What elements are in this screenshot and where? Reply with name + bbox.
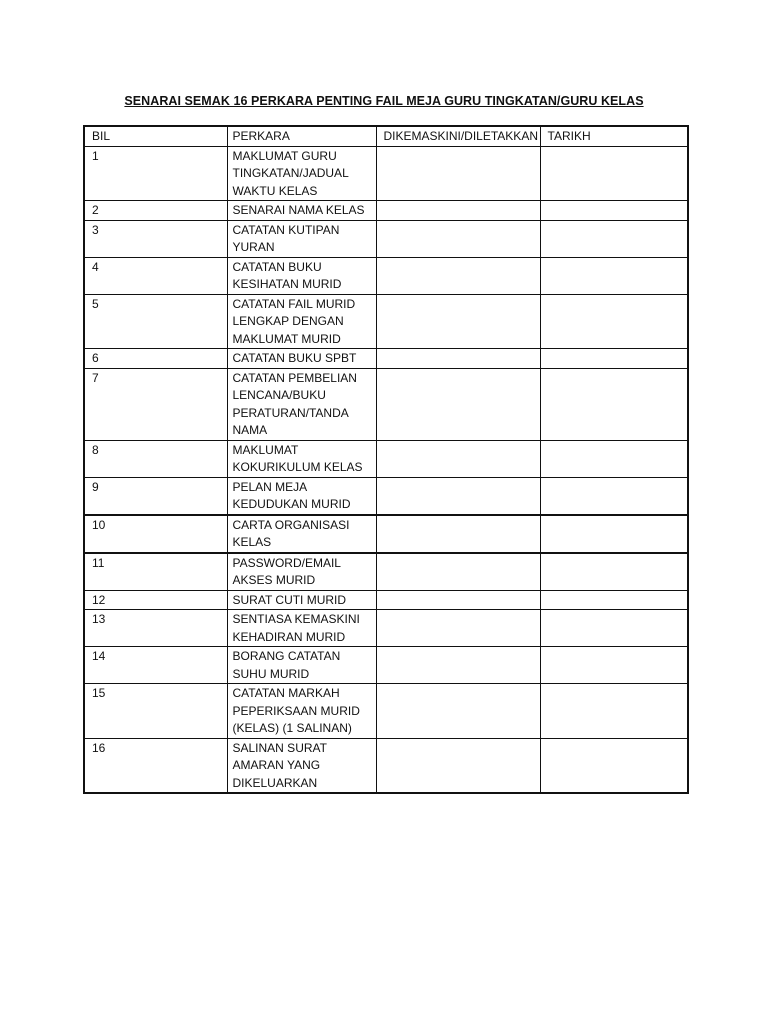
status-cell[interactable] xyxy=(376,201,540,221)
tarikh-cell[interactable] xyxy=(540,146,688,201)
column-header-tarikh: TARIKH xyxy=(540,126,688,146)
perkara-cell: PASSWORD/EMAIL AKSES MURID xyxy=(227,553,376,591)
table-row xyxy=(84,477,688,515)
perkara-cell: MAKLUMAT GURU TINGKATAN/JADUAL WAKTU KELAS xyxy=(227,146,376,201)
perkara-cell: SENTIASA KEMASKINI KEHADIRAN MURID xyxy=(227,610,376,647)
table-row xyxy=(84,146,688,201)
tarikh-cell[interactable] xyxy=(540,610,688,647)
bil-cell: 3 xyxy=(84,220,227,257)
tarikh-cell[interactable] xyxy=(540,368,688,440)
bil-cell: 11 xyxy=(84,553,227,591)
status-cell[interactable] xyxy=(376,590,540,610)
bil-cell: 14 xyxy=(84,647,227,684)
tarikh-cell[interactable] xyxy=(540,553,688,591)
column-header-perkara: PERKARA xyxy=(227,126,376,146)
tarikh-cell[interactable] xyxy=(540,294,688,349)
perkara-cell: CATATAN BUKU SPBT xyxy=(227,349,376,369)
table-row xyxy=(84,201,688,221)
table-row xyxy=(84,515,688,553)
status-cell[interactable] xyxy=(376,368,540,440)
tarikh-cell[interactable] xyxy=(540,647,688,684)
perkara-cell: MAKLUMAT KOKURIKULUM KELAS xyxy=(227,440,376,477)
tarikh-cell[interactable] xyxy=(540,349,688,369)
table-row xyxy=(84,220,688,257)
bil-cell: 7 xyxy=(84,368,227,440)
bil-cell: 15 xyxy=(84,684,227,739)
tarikh-cell[interactable] xyxy=(540,220,688,257)
table-row xyxy=(84,440,688,477)
perkara-cell: PELAN MEJA KEDUDUKAN MURID xyxy=(227,477,376,515)
status-cell[interactable] xyxy=(376,647,540,684)
status-cell[interactable] xyxy=(376,553,540,591)
checklist-table xyxy=(83,125,689,794)
bil-cell: 4 xyxy=(84,257,227,294)
bil-cell: 13 xyxy=(84,610,227,647)
status-cell[interactable] xyxy=(376,477,540,515)
status-cell[interactable] xyxy=(376,440,540,477)
column-header-dikemaskini: DIKEMASKINI/DILETAKKAN xyxy=(376,126,540,146)
status-cell[interactable] xyxy=(376,610,540,647)
table-row xyxy=(84,590,688,610)
tarikh-cell[interactable] xyxy=(540,738,688,793)
perkara-cell: CATATAN PEMBELIAN LENCANA/BUKU PERATURAN/TANDA NAMA xyxy=(227,368,376,440)
tarikh-cell[interactable] xyxy=(540,477,688,515)
status-cell[interactable] xyxy=(376,146,540,201)
table-header-row xyxy=(84,126,688,146)
table-row xyxy=(84,294,688,349)
table-row xyxy=(84,257,688,294)
table-row xyxy=(84,553,688,591)
tarikh-cell[interactable] xyxy=(540,515,688,553)
status-cell[interactable] xyxy=(376,294,540,349)
status-cell[interactable] xyxy=(376,349,540,369)
bil-cell: 1 xyxy=(84,146,227,201)
perkara-cell: CARTA ORGANISASI KELAS xyxy=(227,515,376,553)
status-cell[interactable] xyxy=(376,515,540,553)
column-header-bil: BIL xyxy=(84,126,227,146)
status-cell[interactable] xyxy=(376,220,540,257)
bil-cell: 9 xyxy=(84,477,227,515)
table-row xyxy=(84,349,688,369)
perkara-cell: SURAT CUTI MURID xyxy=(227,590,376,610)
table-row xyxy=(84,368,688,440)
page-title: SENARAI SEMAK 16 PERKARA PENTING FAIL MEJA GURU TINGKATAN/GURU KELAS xyxy=(124,94,644,108)
bil-cell: 8 xyxy=(84,440,227,477)
perkara-cell: BORANG CATATAN SUHU MURID xyxy=(227,647,376,684)
bil-cell: 16 xyxy=(84,738,227,793)
perkara-cell: SENARAI NAMA KELAS xyxy=(227,201,376,221)
bil-cell: 2 xyxy=(84,201,227,221)
bil-cell: 10 xyxy=(84,515,227,553)
bil-cell: 5 xyxy=(84,294,227,349)
status-cell[interactable] xyxy=(376,738,540,793)
tarikh-cell[interactable] xyxy=(540,590,688,610)
status-cell[interactable] xyxy=(376,684,540,739)
bil-cell: 6 xyxy=(84,349,227,369)
tarikh-cell[interactable] xyxy=(540,201,688,221)
tarikh-cell[interactable] xyxy=(540,440,688,477)
status-cell[interactable] xyxy=(376,257,540,294)
tarikh-cell[interactable] xyxy=(540,684,688,739)
perkara-cell: CATATAN KUTIPAN YURAN xyxy=(227,220,376,257)
perkara-cell: SALINAN SURAT AMARAN YANG DIKELUARKAN xyxy=(227,738,376,793)
table-row xyxy=(84,738,688,793)
tarikh-cell[interactable] xyxy=(540,257,688,294)
perkara-cell: CATATAN MARKAH PEPERIKSAAN MURID (KELAS) (1 SALINAN) xyxy=(227,684,376,739)
perkara-cell: CATATAN FAIL MURID LENGKAP DENGAN MAKLUMAT MURID xyxy=(227,294,376,349)
perkara-cell: CATATAN BUKU KESIHATAN MURID xyxy=(227,257,376,294)
table-row xyxy=(84,684,688,739)
table-row xyxy=(84,610,688,647)
bil-cell: 12 xyxy=(84,590,227,610)
table-row xyxy=(84,647,688,684)
